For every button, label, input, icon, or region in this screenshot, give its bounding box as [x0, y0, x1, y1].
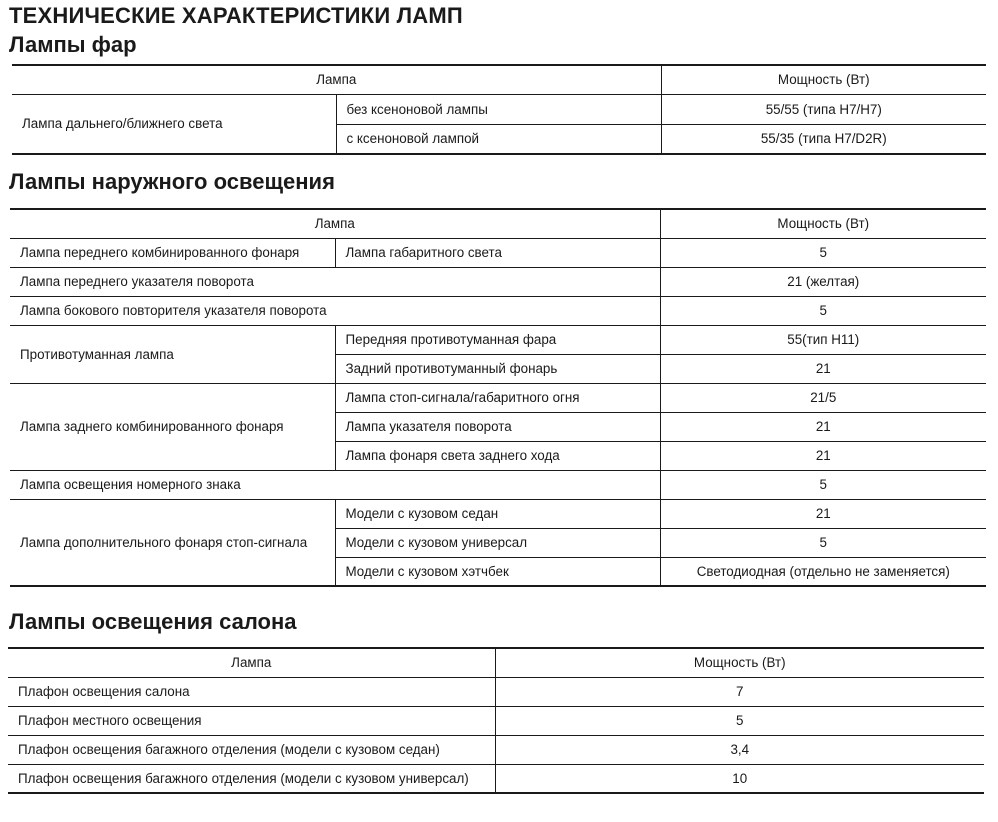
row-name: Лампа переднего комбинированного фонаря	[10, 238, 335, 267]
row-name: Лампа бокового повторителя указателя поворота	[10, 296, 660, 325]
row-power: 5	[495, 706, 984, 735]
row-sub: Модели с кузовом седан	[335, 499, 660, 528]
row-power: 3,4	[495, 735, 984, 764]
table-row	[10, 383, 986, 412]
row-sub: без ксеноновой лампы	[336, 94, 661, 124]
row-name: Противотуманная лампа	[10, 325, 335, 383]
row-power: 21	[660, 499, 986, 528]
table-row	[8, 677, 984, 706]
row-sub: Задний противотуманный фонарь	[335, 354, 660, 383]
row-name: Лампа дополнительного фонаря стоп-сигнала	[10, 499, 335, 586]
table-row	[8, 706, 984, 735]
header-lamp: Лампа	[12, 65, 661, 94]
row-name: Лампа заднего комбинированного фонаря	[10, 383, 335, 470]
table-row	[10, 470, 986, 499]
row-sub: с ксеноновой лампой	[336, 124, 661, 154]
row-name: Лампа освещения номерного знака	[10, 470, 660, 499]
header-power: Мощность (Вт)	[660, 209, 986, 238]
row-sub: Лампа стоп-сигнала/габаритного огня	[335, 383, 660, 412]
row-sub: Лампа фонаря света заднего хода	[335, 441, 660, 470]
row-power: 7	[495, 677, 984, 706]
row-power: 21 (желтая)	[660, 267, 986, 296]
row-name: Плафон освещения багажного отделения (модели с кузовом универсал)	[8, 764, 495, 793]
row-power: 5	[660, 528, 986, 557]
row-power: 21	[660, 441, 986, 470]
headlamps-table	[12, 64, 986, 155]
row-sub: Модели с кузовом хэтчбек	[335, 557, 660, 586]
row-power: 5	[660, 296, 986, 325]
row-power: 21	[660, 412, 986, 441]
row-name: Плафон освещения салона	[8, 677, 495, 706]
table-row	[10, 325, 986, 354]
interior-table	[8, 647, 984, 794]
table-header-row	[8, 648, 984, 677]
header-lamp: Лампа	[10, 209, 660, 238]
header-power: Мощность (Вт)	[661, 65, 986, 94]
table-row	[8, 735, 984, 764]
row-sub: Модели с кузовом универсал	[335, 528, 660, 557]
row-power: 5	[660, 238, 986, 267]
exterior-table	[10, 208, 986, 587]
page-title: ТЕХНИЧЕСКИЕ ХАРАКТЕРИСТИКИ ЛАМП	[9, 3, 463, 28]
row-power: Светодиодная (отдельно не заменяется)	[660, 557, 986, 586]
table-header-row	[12, 65, 986, 94]
table-row	[8, 764, 984, 793]
row-name: Лампа дальнего/ближнего света	[12, 94, 336, 154]
row-name: Лампа переднего указателя поворота	[10, 267, 660, 296]
row-power: 55/55 (типа H7/H7)	[661, 94, 986, 124]
row-power: 5	[660, 470, 986, 499]
row-name: Плафон освещения багажного отделения (модели с кузовом седан)	[8, 735, 495, 764]
table-row	[10, 267, 986, 296]
row-power: 10	[495, 764, 984, 793]
table-row	[12, 94, 986, 124]
table-row	[10, 296, 986, 325]
row-name: Плафон местного освещения	[8, 706, 495, 735]
row-sub: Лампа указателя поворота	[335, 412, 660, 441]
table-header-row	[10, 209, 986, 238]
row-sub: Передняя противотуманная фара	[335, 325, 660, 354]
table-row	[10, 499, 986, 528]
row-power: 21	[660, 354, 986, 383]
section-title-interior: Лампы освещения салона	[9, 609, 297, 634]
row-power: 55(тип H11)	[660, 325, 986, 354]
header-power: Мощность (Вт)	[495, 648, 984, 677]
row-power: 55/35 (типа H7/D2R)	[661, 124, 986, 154]
row-power: 21/5	[660, 383, 986, 412]
row-sub: Лампа габаритного света	[335, 238, 660, 267]
section-title-headlamps: Лампы фар	[9, 32, 137, 57]
table-row	[10, 238, 986, 267]
section-title-exterior: Лампы наружного освещения	[9, 169, 335, 194]
header-lamp: Лампа	[8, 648, 495, 677]
